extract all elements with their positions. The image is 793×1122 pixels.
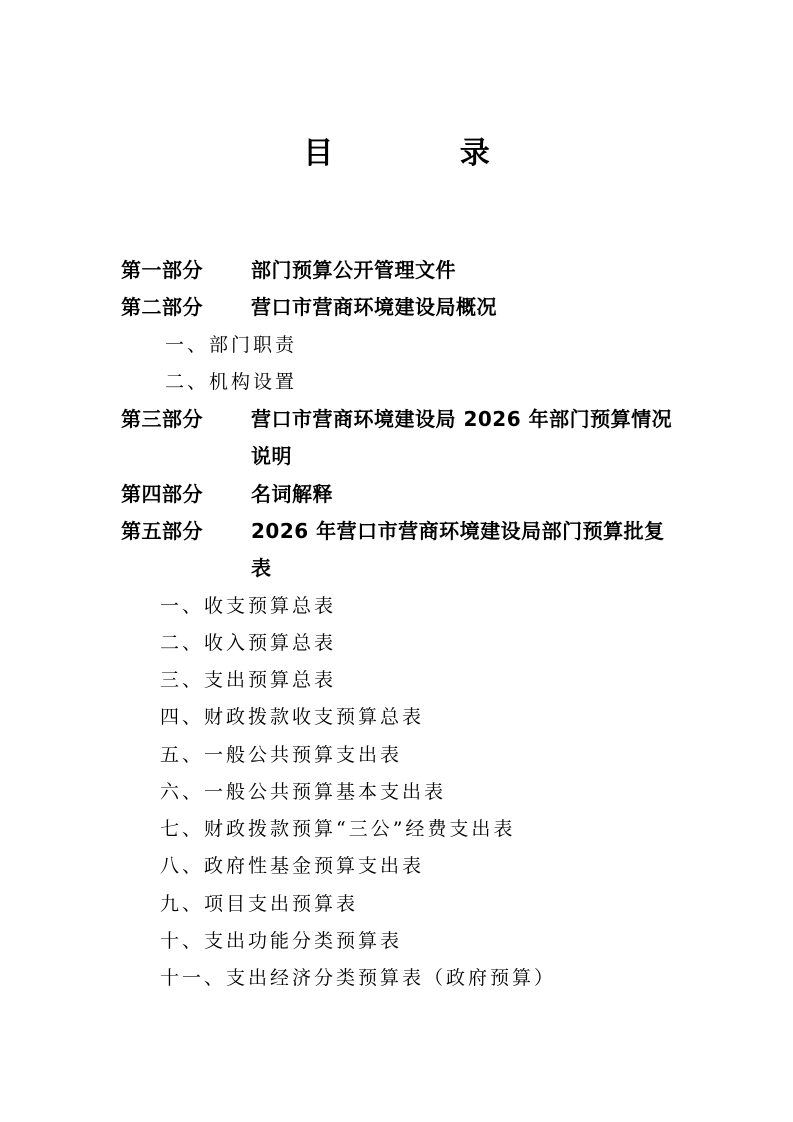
toc-part-label: 第四部分: [121, 482, 203, 506]
toc-item: 三、支出预算总表: [160, 669, 337, 691]
toc-part-text-continued: 说明: [251, 444, 292, 468]
toc-part-label: 第一部分: [121, 258, 203, 282]
toc-item: 二、收入预算总表: [160, 632, 337, 654]
toc-item: 七、财政拨款预算“三公”经费支出表: [160, 818, 516, 840]
page-title: 目 录: [303, 136, 548, 171]
toc-part-text: 部门预算公开管理文件: [251, 258, 456, 282]
toc-item: 一、部门职责: [165, 334, 298, 356]
toc-item: 一、收支预算总表: [160, 595, 337, 617]
toc-part-text: 名词解释: [251, 482, 333, 506]
toc-item: 十、支出功能分类预算表: [160, 930, 403, 952]
toc-item: 九、项目支出预算表: [160, 893, 359, 915]
toc-item: 十一、支出经济分类预算表（政府预算）: [160, 967, 557, 989]
toc-item: 八、政府性基金预算支出表: [160, 855, 425, 877]
toc-part-text: 2026 年营口市营商环境建设局部门预算批复: [251, 519, 665, 543]
toc-part-label: 第三部分: [121, 407, 203, 431]
toc-item: 四、财政拨款收支预算总表: [160, 706, 425, 728]
toc-item: 二、机构设置: [165, 371, 298, 393]
toc-part-text: 营口市营商环境建设局 2026 年部门预算情况: [251, 407, 673, 431]
toc-part-text: 营口市营商环境建设局概况: [251, 295, 497, 319]
toc-part-label: 第五部分: [121, 519, 203, 543]
toc-part-label: 第二部分: [121, 295, 203, 319]
toc-item: 五、一般公共预算支出表: [160, 744, 403, 766]
toc-item: 六、一般公共预算基本支出表: [160, 781, 447, 803]
toc-part-text-continued: 表: [251, 556, 272, 580]
